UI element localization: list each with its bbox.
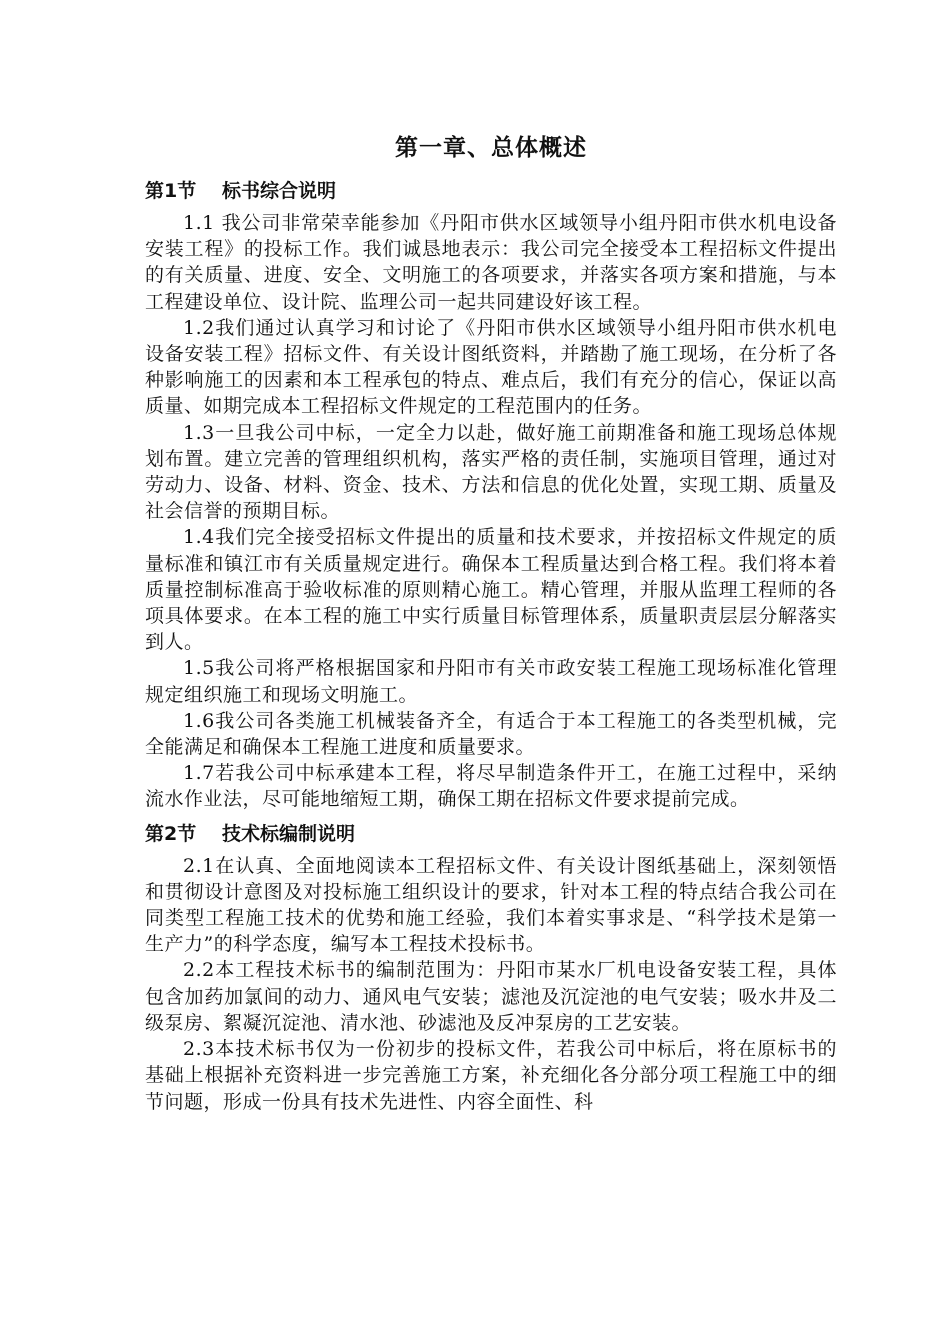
paragraph-2-1: 2.1在认真、全面地阅读本工程招标文件、有关设计图纸基础上，深刻领悟和贯彻设计意图及对投标施工组织设计的要求，针对本工程的特点结合我公司在同类型工程施工技术的优势和施工经验，我们本着实事求是、“科学技术是第一生产力”的科学态度，编写本工程技术投标书。 <box>145 854 837 956</box>
section-2 <box>145 819 837 1115</box>
paragraph-1-5: 1.5我公司将严格根据国家和丹阳市有关市政安装工程施工现场标准化管理规定组织施工和现场文明施工。 <box>145 657 837 706</box>
paragraph-1-4: 1.4我们完全接受招标文件提出的质量和技术要求，并按招标文件规定的质量标准和镇江市有关质量规定进行。确保本工程质量达到合格工程。我们将本着质量控制标准高于验收标准的原则精心施工。精心管理，并服从监理工程师的各项具体要求。在本工程的施工中实行质量目标管理体系，质量职责层层分解落实到人。 <box>145 526 837 654</box>
section-heading <box>145 819 837 849</box>
section-title: 技术标编制说明 <box>222 822 356 845</box>
paragraph-1-2: 1.2我们通过认真学习和讨论了《丹阳市供水区域领导小组丹阳市供水机电设备安装工程》招标文件、有关设计图纸资料，并踏勘了施工现场，在分析了各种影响施工的因素和本工程承包的特点、难点后，我们有充分的信心，保证以高质量、如期完成本工程招标文件规定的工程范围内的任务。 <box>145 316 837 418</box>
document-page <box>145 128 837 1115</box>
section-heading <box>145 176 837 206</box>
section-number: 第1节 <box>145 180 197 202</box>
paragraph-2-2: 2.2本工程技术标书的编制范围为：丹阳市某水厂机电设备安装工程，具体包含加药加氯间的动力、通风电气安装；滤池及沉淀池的电气安装；吸水井及二级泵房、絮凝沉淀池、清水池、砂滤池及反冲泵房的工艺安装。 <box>145 959 837 1034</box>
paragraph-2-3: 2.3本技术标书仅为一份初步的投标文件，若我公司中标后，将在原标书的基础上根据补充资料进一步完善施工方案，补充细化各分部分项工程施工中的细节问题，形成一份具有技术先进性、内容全面性、科 <box>145 1038 837 1113</box>
paragraph-1-1: 1.1 我公司非常荣幸能参加《丹阳市供水区域领导小组丹阳市供水机电设备安装工程》的投标工作。我们诚恳地表示：我公司完全接受本工程招标文件提出的有关质量、进度、安全、文明施工的各项要求，并落实各项方案和措施，与本工程建设单位、设计院、监理公司一起共同建设好该工程。 <box>145 212 837 313</box>
section-number: 第2节 <box>145 822 197 845</box>
section-title: 标书综合说明 <box>222 180 337 202</box>
paragraph-1-3: 1.3一旦我公司中标，一定全力以赴，做好施工前期准备和施工现场总体规划布置。建立完善的管理组织机构，落实严格的责任制，实施项目管理，通过对劳动力、设备、材料、资金、技术、方法和信息的优化处置，实现工期、质量及社会信誉的预期目标。 <box>145 421 837 523</box>
paragraph-1-6: 1.6我公司各类施工机械装备齐全，有适合于本工程施工的各类型机械，完全能满足和确保本工程施工进度和质量要求。 <box>145 709 837 759</box>
paragraph-1-7: 1.7若我公司中标承建本工程，将尽早制造条件开工，在施工过程中，采纳流水作业法，尽可能地缩短工期，确保工期在招标文件要求提前完成。 <box>145 762 837 811</box>
chapter-title: 第一章、总体概述 <box>395 135 587 161</box>
section-1 <box>145 176 837 813</box>
